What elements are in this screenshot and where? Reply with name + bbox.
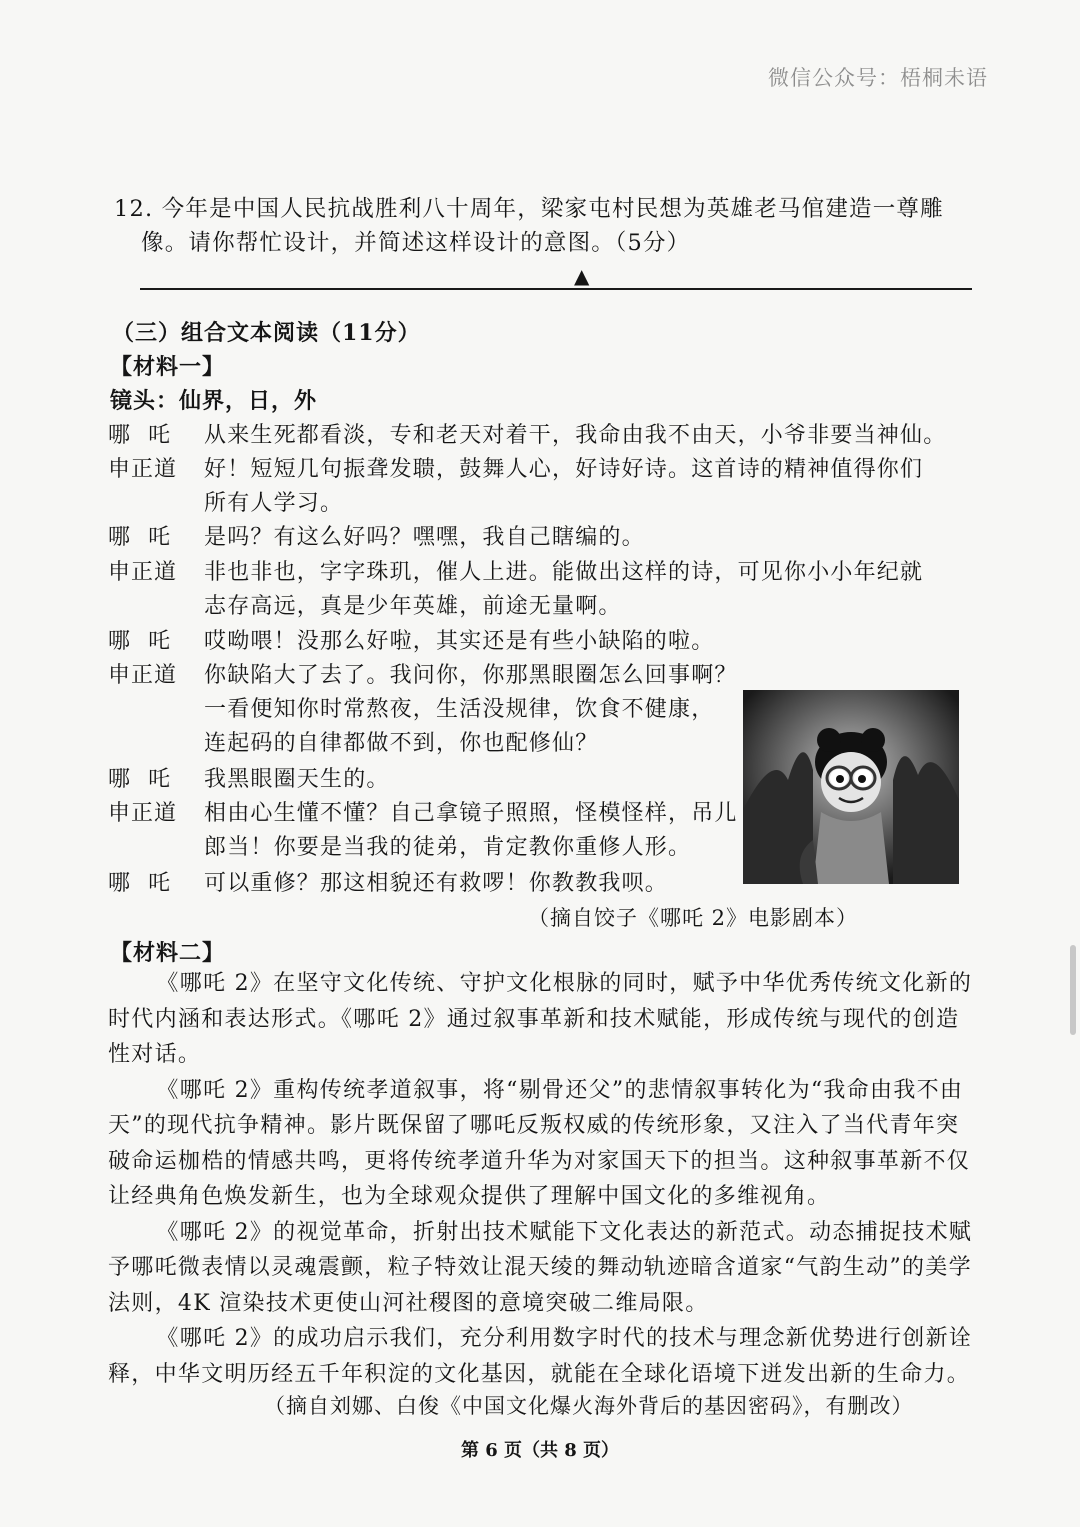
section-title: （三）组合文本阅读（11分）	[112, 320, 421, 346]
speaker-nezha: 哪吒	[108, 423, 189, 448]
material1-source: （摘自饺子《哪吒 2》电影剧本）	[528, 906, 859, 930]
dialogue-line: 可以重修？那这相貌还有救啰！你教教我呗。	[204, 871, 669, 896]
speaker-shen: 申正道	[108, 801, 178, 826]
paragraph: 《哪吒 2》的成功启示我们，充分利用数字时代的技术与理念新优势进行创新诠释，中华文明历经五千年积淀的文化基因，就能在全球化语境下迸发出新的生命力。	[108, 1326, 973, 1387]
dialogue-line: 好！短短几句振聋发聩，鼓舞人心，好诗好诗。这首诗的精神值得你们	[204, 457, 924, 482]
answer-triangle-icon: ▲	[574, 264, 590, 288]
dialogue-line: 所有人学习。	[204, 491, 344, 516]
dialogue-line: 志存高远，真是少年英雄，前途无量啊。	[204, 594, 622, 619]
material2-heading: 【材料二】	[110, 940, 226, 966]
question-12-line1: 12. 今年是中国人民抗战胜利八十周年，梁家屯村民想为英雄老马倌建造一尊雕	[114, 196, 944, 222]
dialogue-line: 你缺陷大了去了。我问你，你那黑眼圈怎么回事啊？	[204, 663, 738, 688]
scrollbar[interactable]	[1070, 945, 1076, 1035]
paragraph: 《哪吒 2》的视觉革命，折射出技术赋能下文化表达的新范式。动态捕捉技术赋予哪吒微表情以灵魂震颤，粒子特效让混天绫的舞动轨迹暗含道家“气韵生动”的美学法则，4K 渲染技术更使山河社稷图的意境突破二维局限。	[108, 1219, 973, 1316]
dialogue-line: 非也非也，字字珠玑，催人上进。能做出这样的诗，可见你小小年纪就	[204, 560, 924, 585]
speaker-shen: 申正道	[108, 560, 178, 585]
paragraph: 《哪吒 2》在坚守文化传统、守护文化根脉的同时，赋予中华优秀传统文化新的时代内涵和表达形式。《哪吒 2》通过叙事革新和技术赋能，形成传统与现代的创造性对话。	[108, 971, 973, 1067]
watermark: 微信公众号：梧桐未语	[768, 66, 988, 90]
dialogue-line: 一看便知你时常熬夜，生活没规律，饮食不健康，	[204, 697, 715, 722]
question-12-line2: 像。请你帮忙设计，并简述这样设计的意图。（5分）	[141, 230, 691, 256]
speaker-nezha: 哪吒	[108, 525, 189, 550]
dialogue-line: 我黑眼圈天生的。	[204, 767, 390, 792]
material1-heading: 【材料一】	[110, 354, 226, 380]
movie-still-graphic	[743, 690, 959, 884]
dialogue-line: 连起码的自律都做不到，你也配修仙？	[204, 731, 599, 756]
dialogue-line: 是吗？有这么好吗？嘿嘿，我自己瞎编的。	[204, 525, 645, 550]
speaker-shen: 申正道	[108, 663, 178, 688]
speaker-shen: 申正道	[108, 457, 178, 482]
paragraph: 《哪吒 2》重构传统孝道叙事，将“剔骨还父”的悲情叙事转化为“我命由我不由天”的现代抗争精神。影片既保留了哪吒反叛权威的传统形象，又注入了当代青年突破命运枷梏的情感共鸣，更将传统孝道升华为对家国天下的担当。这种叙事革新不仅让经典角色焕发新生，也为全球观众提供了理解中国文化的多维视角。	[108, 1077, 971, 1209]
dialogue-line: 郎当！你要是当我的徒弟，肯定教你重修人形。	[204, 835, 692, 860]
material2-source: （摘自刘娜、白俊《中国文化爆火海外背后的基因密码》，有删改）	[264, 1394, 914, 1418]
speaker-nezha: 哪吒	[108, 767, 189, 792]
scene-heading: 镜头：仙界，日，外	[110, 388, 318, 414]
answer-line[interactable]	[140, 288, 972, 290]
material2-body	[108, 966, 976, 1392]
page-footer: 第 6 页（共 8 页）	[460, 1440, 620, 1461]
speaker-nezha: 哪吒	[108, 629, 189, 654]
dialogue-line: 哎呦喂！没那么好啦，其实还是有些小缺陷的啦。	[204, 629, 715, 654]
dialogue-line: 相由心生懂不懂？自己拿镜子照照，怪模怪样，吊儿	[204, 801, 738, 826]
speaker-nezha: 哪吒	[108, 871, 189, 896]
nezha-movie-still-icon	[743, 690, 959, 884]
dialogue-line: 从来生死都看淡，专和老天对着干，我命由我不由天，小爷非要当神仙。	[204, 423, 947, 448]
question-12	[114, 192, 984, 260]
